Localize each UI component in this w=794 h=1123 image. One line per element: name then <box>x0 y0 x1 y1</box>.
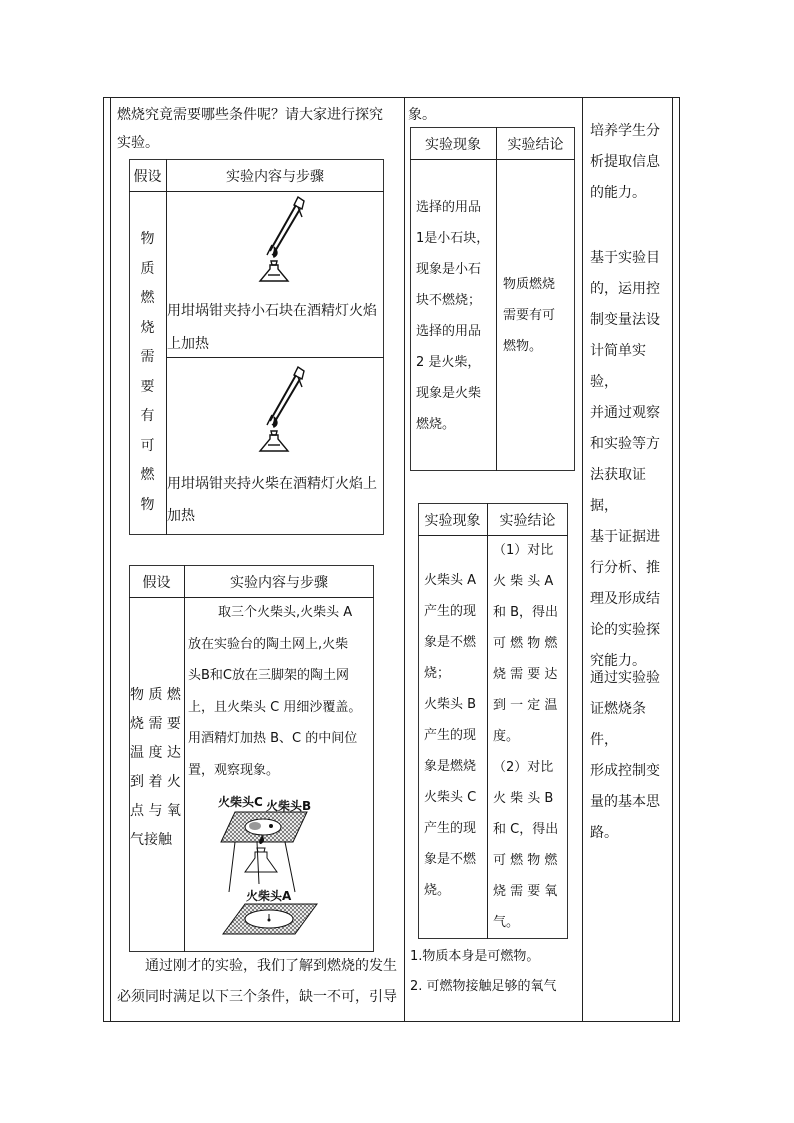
left-intro-line2: 实验。 <box>117 135 159 151</box>
table1-row2-text-line1: 用坩埚钳夹持火柴在酒精灯火焰上 <box>167 476 377 492</box>
frame-right-inner <box>672 97 673 1022</box>
result1-phenomenon-text: 选择的用品 1是小石块， 现象是小石 块不燃烧； 选择的用品 2 是火柴， 现象是火柴 燃烧。 <box>416 200 490 432</box>
fig-label-match-c: 火柴头C <box>218 795 263 809</box>
alcohol-lamp-tongs-image-1 <box>258 195 318 287</box>
frame-col-divider-2 <box>582 97 583 1022</box>
table1-hypothesis-text: 物 质 燃 烧 需 要 有 可 燃 物 <box>140 231 155 513</box>
middle-list-item-1: 1.物质本身是可燃物。 <box>410 949 540 964</box>
table2-header-content: 实验内容与步骤 <box>230 575 328 591</box>
left-outro-line1: 通过刚才的实验，我们了解到燃烧的发生 <box>145 958 397 974</box>
result2-header-conclusion: 实验结论 <box>499 513 556 529</box>
right-note-block-2: 基于实验目 的，运用控 制变量法设 计简单实验， 并通过观察 和实验等方 法获取证据， 基于证据进 行分析、推 理及形成结 论的实验探 究能力。 <box>590 250 660 669</box>
fig-label-match-a: 火柴头A <box>246 889 292 903</box>
result2-conclusion-text: （1）对比 火 柴 头 A 和 B，得出 可 燃 物 燃 烧 需 要 达 到 一 定 温 度。 （2）对比 火 柴 头 B 和 C，得出 可 燃 物 燃 烧 需 要 氧 气。 <box>493 543 559 930</box>
frame-right <box>679 97 680 1022</box>
frame-col-divider-1 <box>404 97 405 1022</box>
alcohol-lamp-tongs-image-2 <box>258 365 318 457</box>
left-intro-line1: 燃烧究竟需要哪些条件呢？请大家进行探究 <box>117 107 383 123</box>
result2-phenomenon-text: 火柴头 A 产生的现 象是不燃 烧； 火柴头 B 产生的现 象是燃烧 火柴头 C 产生的现 象是不燃 烧。 <box>424 573 477 898</box>
frame-left-inner <box>110 97 111 1022</box>
frame-top <box>103 97 680 98</box>
table1-row1-text-line2: 上加热 <box>167 336 209 352</box>
table1-row1-text-line1: 用坩埚钳夹持小石块在酒精灯火焰 <box>167 303 377 319</box>
frame-bottom <box>103 1021 680 1022</box>
table1-header-hypothesis: 假设 <box>133 169 162 185</box>
right-note-block-1: 培养学生分 析提取信息 的能力。 <box>590 123 660 201</box>
table2-header-hypothesis: 假设 <box>142 575 171 591</box>
table2-hypothesis-text: 物 质 燃 烧 需 要 温 度 达 到 着 火 点 与 氧 气接触 <box>130 687 181 848</box>
result2-header-phenomenon: 实验现象 <box>424 513 481 529</box>
result1-conclusion-text: 物质燃烧 需要有可 燃物。 <box>503 277 556 354</box>
left-outro-line2: 必须同时满足以下三个条件，缺一不可，引导 <box>117 989 397 1005</box>
frame-left <box>103 97 104 1022</box>
result1-header-phenomenon: 实验现象 <box>425 137 481 153</box>
result1-header-conclusion: 实验结论 <box>507 137 564 153</box>
tripod-match-heads-image <box>215 792 325 942</box>
table1-row2-text-line2: 加热 <box>167 508 195 524</box>
fig-label-match-b: 火柴头B <box>266 799 312 813</box>
right-note-block-3: 通过实验验 证燃烧条件， 形成控制变 量的基本思 路。 <box>590 670 660 841</box>
table1-header-content: 实验内容与步骤 <box>226 169 324 185</box>
table2-content-text: 取三个火柴头,火柴头 A 放在实验台的陶土网上,火柴 头B和C放在三脚架的陶土网 上，且火柴头 C 用细沙覆盖。 用酒精灯加热 B、C 的中间位 置，观察现象。 <box>188 605 362 778</box>
middle-list-item-2: 2. 可燃物接触足够的氧气 <box>410 979 557 994</box>
middle-top-text: 象。 <box>408 107 436 123</box>
